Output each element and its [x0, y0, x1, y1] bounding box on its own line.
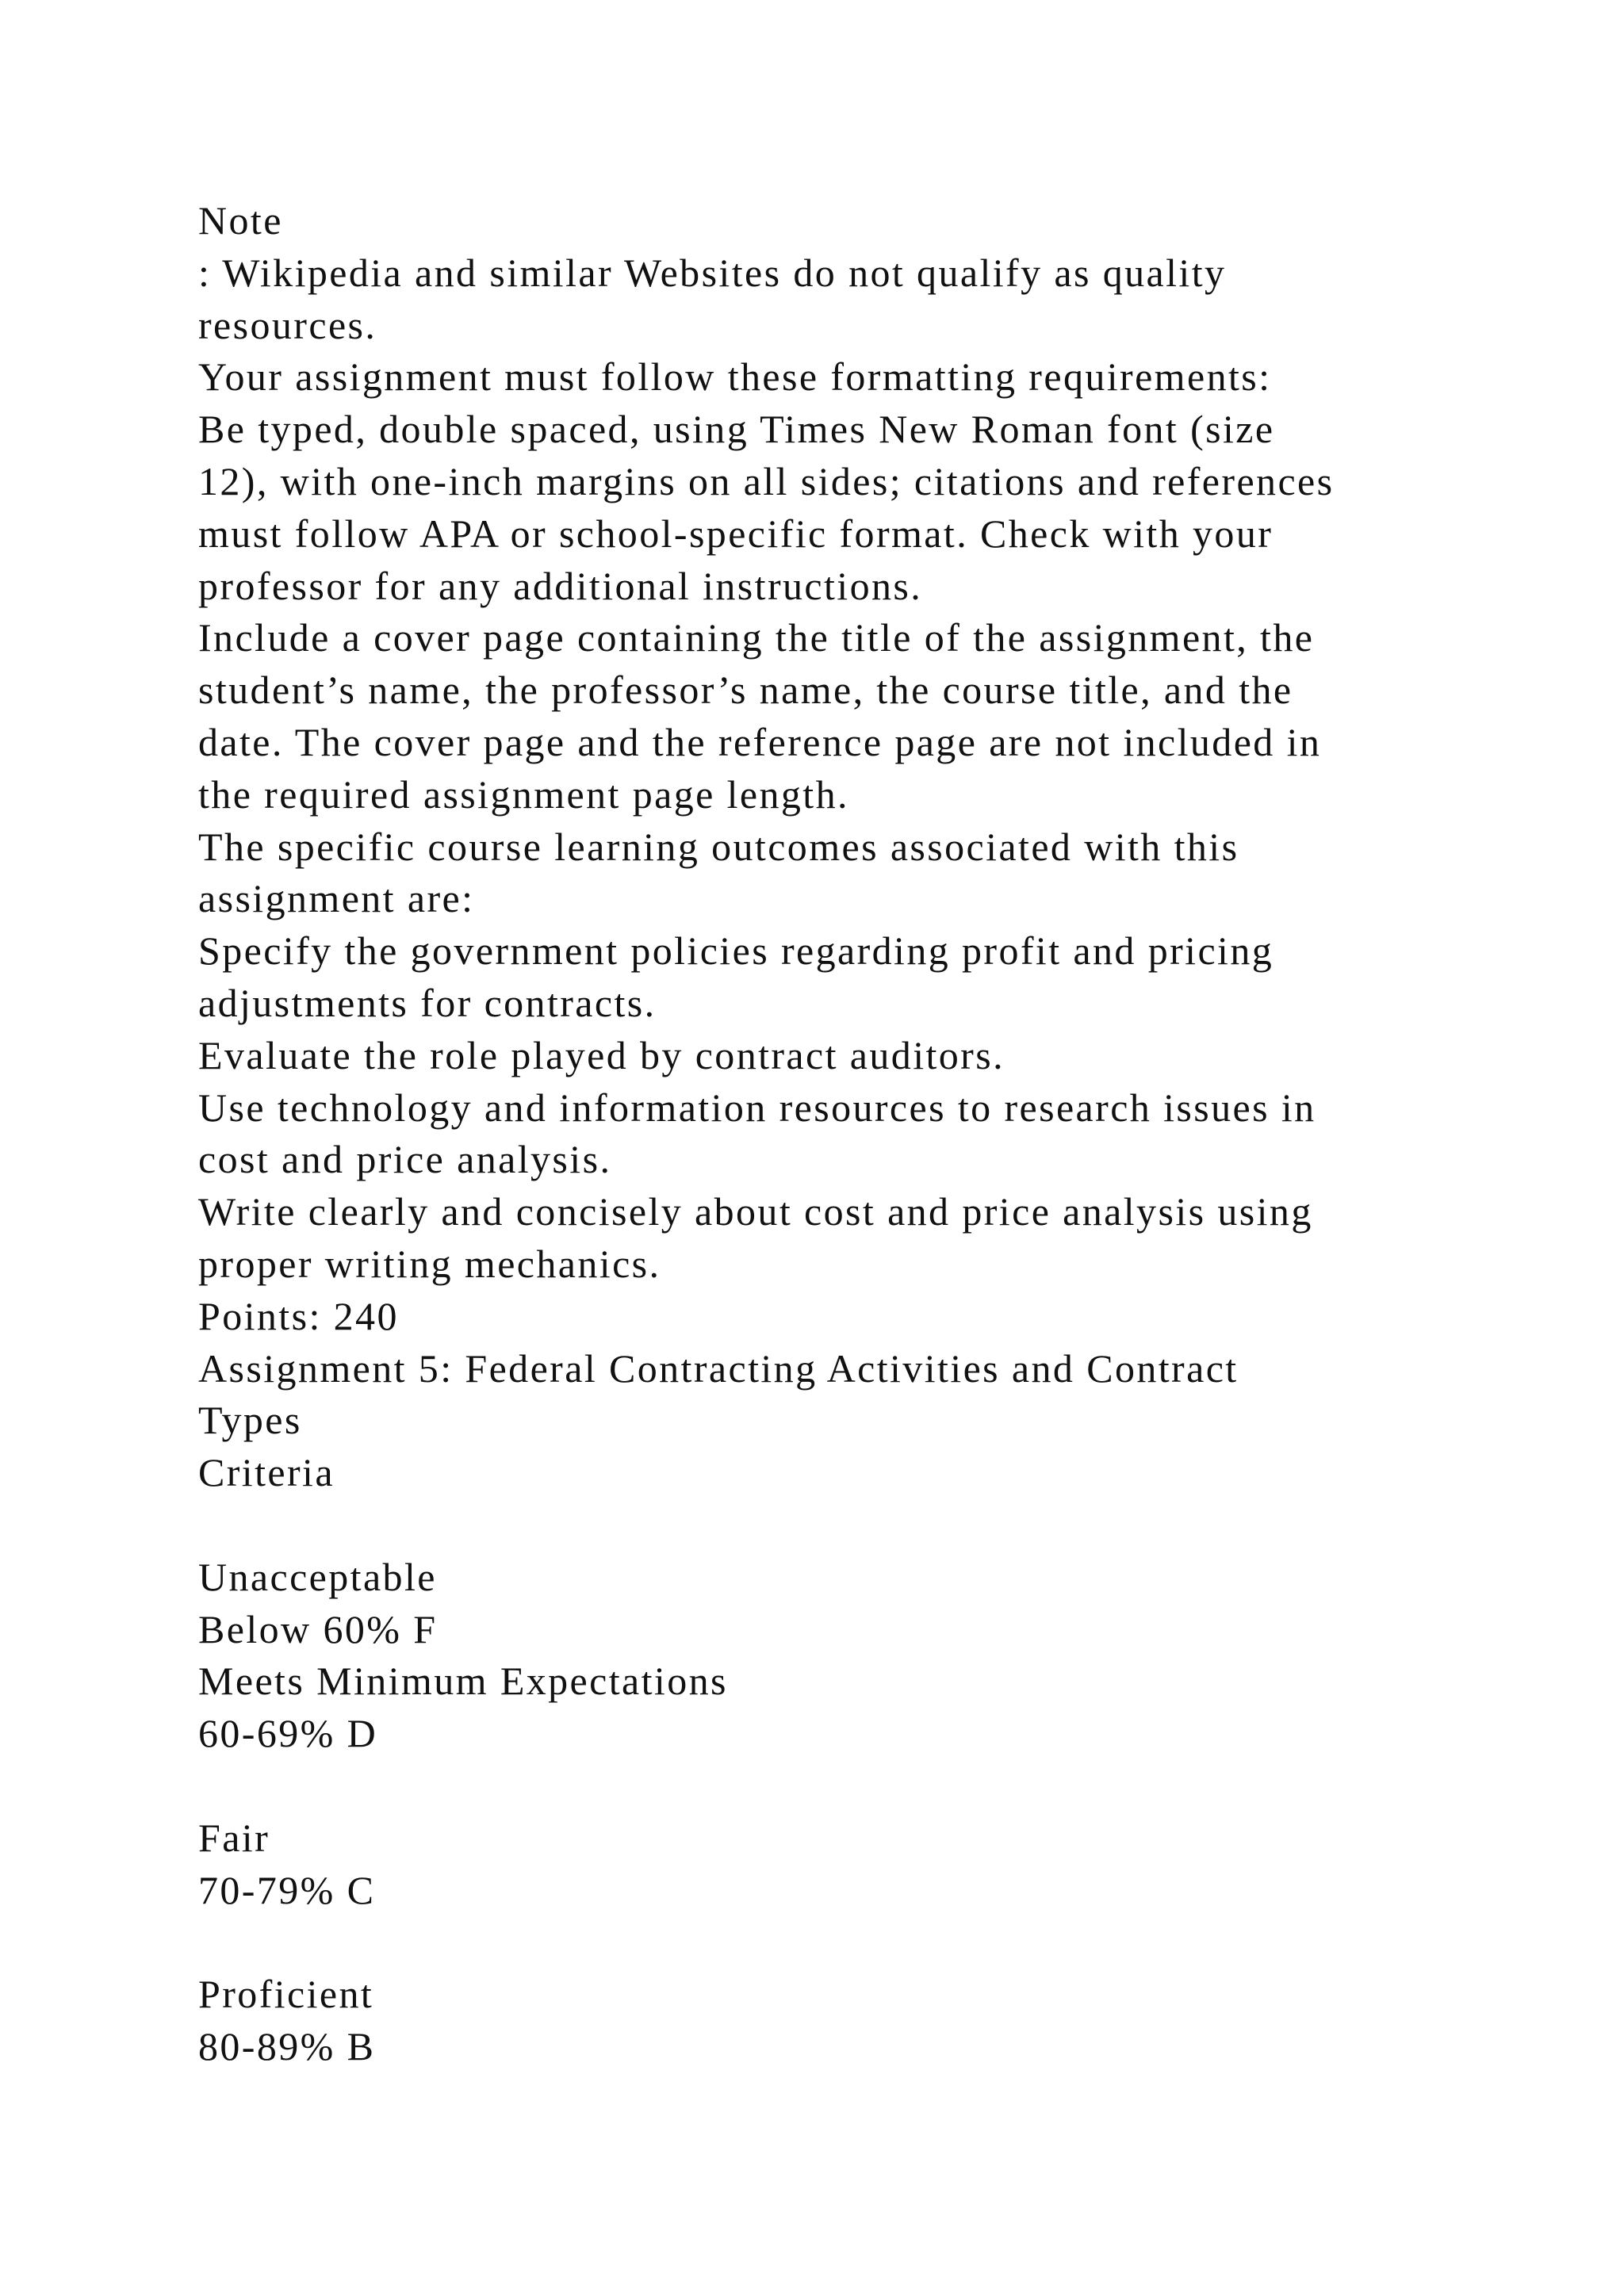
text-line: 70-79% C — [198, 1867, 376, 1912]
text-line: : Wikipedia and similar Websites do not qualify as quality — [198, 250, 1227, 295]
text-line: Evaluate the role played by contract auditors. — [198, 1032, 1005, 1077]
text-line: 60-69% D — [198, 1711, 378, 1756]
text-line: Fair — [198, 1815, 270, 1860]
text-line: Note — [198, 198, 283, 243]
text-line: resources. — [198, 302, 377, 347]
text-line: Your assignment must follow these formatting requirements: — [198, 354, 1272, 400]
text-line: Meets Minimum Expectations — [198, 1659, 728, 1704]
text-line: adjustments for contracts. — [198, 980, 657, 1025]
text-line: must follow APA or school-specific format. Check with your — [198, 511, 1274, 556]
text-line: cost and price analysis. — [198, 1137, 612, 1182]
text-line: student’s name, the professor’s name, the course title, and the — [198, 668, 1293, 713]
text-line: Below 60% F — [198, 1606, 438, 1651]
document-body — [198, 195, 1435, 2073]
text-line: professor for any additional instructions. — [198, 563, 923, 608]
text-line: Write clearly and concisely about cost and price analysis using — [198, 1189, 1313, 1234]
text-line: Criteria — [198, 1450, 335, 1495]
text-line: assignment are: — [198, 876, 475, 921]
text-line: The specific course learning outcomes associated with this — [198, 824, 1239, 869]
text-line: 80-89% B — [198, 2023, 376, 2068]
text-line: Unacceptable — [198, 1554, 437, 1599]
text-line: Assignment 5: Federal Contracting Activities and Contract — [198, 1345, 1239, 1391]
blank-line — [198, 1499, 1435, 1552]
text-line: Proficient — [198, 1972, 374, 2017]
text-line: 12), with one-inch margins on all sides; citations and references — [198, 458, 1335, 503]
text-line: Include a cover page containing the title of the assignment, the — [198, 615, 1315, 660]
blank-line — [198, 1916, 1435, 1969]
text-line: proper writing mechanics. — [198, 1241, 661, 1286]
text-line: Be typed, double spaced, using Times New Roman font (size — [198, 407, 1275, 452]
text-line: Types — [198, 1398, 302, 1443]
text-line: the required assignment page length. — [198, 771, 849, 817]
text-line: Specify the government policies regarding profit and pricing — [198, 928, 1274, 974]
text-line: date. The cover page and the reference page are not included in — [198, 719, 1322, 764]
text-line: Use technology and information resources to research issues in — [198, 1085, 1316, 1130]
blank-line — [198, 1760, 1435, 1812]
text-line: Points: 240 — [198, 1293, 399, 1338]
